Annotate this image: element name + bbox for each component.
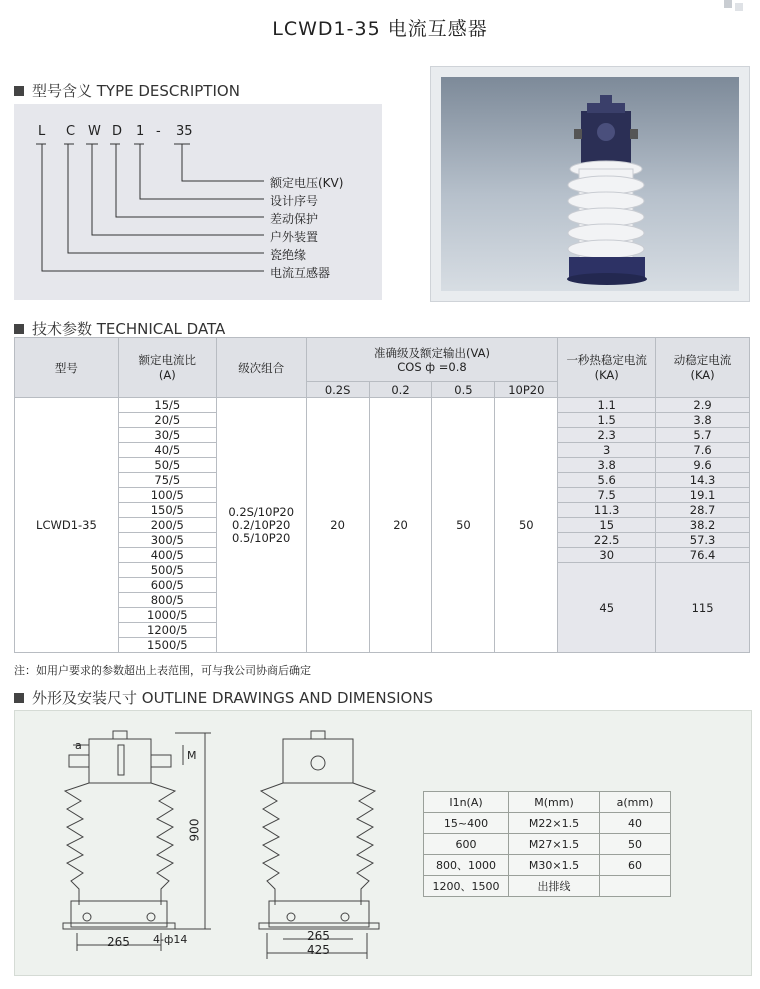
thermal-cell: 5.6 [558,473,656,488]
dim-cell [600,876,671,897]
dim-cell: 60 [600,855,671,876]
dynamic-cell: 38.2 [656,518,750,533]
label-width-265: 265 [107,935,130,949]
dynamic-cell: 57.3 [656,533,750,548]
va-cell: 50 [432,398,495,653]
ratio-cell: 1200/5 [118,623,216,638]
dim-cell: 50 [600,834,671,855]
dynamic-cell: 7.6 [656,443,750,458]
square-bullet-icon [14,86,24,96]
dim-cell: 出排线 [509,876,600,897]
label-m: M [187,749,197,762]
square-bullet-icon [14,324,24,334]
ratio-cell: 1500/5 [118,638,216,653]
ratio-cell: 100/5 [118,488,216,503]
dim-cell: 600 [424,834,509,855]
ratio-cell: 15/5 [118,398,216,413]
footnote: 注：如用户要求的参数超出上表范围，可与我公司协商后确定 [14,664,311,677]
dynamic-cell: 76.4 [656,548,750,563]
dim-cell: M22×1.5 [509,813,600,834]
label-height: 900 [187,818,202,842]
header-model: 型号 [15,338,119,398]
ratio-cell: 500/5 [118,563,216,578]
thermal-cell: 1.1 [558,398,656,413]
dim-header: I1n(A) [424,792,509,813]
va-cell: 50 [495,398,558,653]
ratio-cell: 800/5 [118,593,216,608]
combo-cell: 0.2S/10P20 0.2/10P20 0.5/10P20 [216,398,306,653]
dynamic-cell: 2.9 [656,398,750,413]
dynamic-cell: 14.3 [656,473,750,488]
ratio-cell: 50/5 [118,458,216,473]
dynamic-cell: 28.7 [656,503,750,518]
thermal-cell: 3.8 [558,458,656,473]
header-accuracy: 准确级及额定输出(VA) COS ф =0.8 [306,338,558,382]
va-cell: 20 [306,398,369,653]
thermal-cell: 22.5 [558,533,656,548]
type-desc-item: 瓷绝缘 [270,248,307,262]
type-desc-item: 额定电压(KV) [270,176,344,190]
dynamic-cell: 3.8 [656,413,750,428]
square-bullet-icon [14,693,24,703]
ratio-cell: 30/5 [118,428,216,443]
section-tech-heading: 技术参数 TECHNICAL DATA [14,318,225,339]
ratio-cell: 150/5 [118,503,216,518]
technical-data-table [14,337,750,653]
dynamic-cell: 115 [656,563,750,653]
va-cell: 20 [369,398,432,653]
thermal-cell: 7.5 [558,488,656,503]
ratio-cell: 40/5 [118,443,216,458]
code-letter: 1 [136,124,145,139]
sub-header: 10P20 [495,382,558,398]
ratio-cell: 20/5 [118,413,216,428]
header-dynamic: 动稳定电流 (KA) [656,338,750,398]
thermal-cell: 45 [558,563,656,653]
ratio-cell: 400/5 [118,548,216,563]
thermal-cell: 1.5 [558,413,656,428]
dynamic-cell: 9.6 [656,458,750,473]
dynamic-cell: 19.1 [656,488,750,503]
code-letter: W [88,124,101,139]
code-letter: - [156,124,161,139]
type-desc-item: 差动保护 [270,212,319,226]
header-ratio: 额定电流比 (A) [118,338,216,398]
model-cell: LCWD1-35 [15,398,119,653]
transformer-illustration [441,77,739,291]
dim-header: a(mm) [600,792,671,813]
dim-cell: M27×1.5 [509,834,600,855]
page-title: LCWD1-35 电流互感器 [272,18,488,40]
thermal-cell: 30 [558,548,656,563]
code-letter: D [112,124,123,139]
dim-cell: 1200、1500 [424,876,509,897]
code-letter: L [38,124,46,139]
header-combo: 级次组合 [216,338,306,398]
type-desc-item: 户外装置 [270,230,319,244]
label-a: a [75,739,82,752]
header-thermal: 一秒热稳定电流 (KA) [558,338,656,398]
code-letter: C [66,124,76,139]
ratio-cell: 300/5 [118,533,216,548]
thermal-cell: 15 [558,518,656,533]
sub-header: 0.2S [306,382,369,398]
type-desc-item: 电流互感器 [270,266,331,280]
dim-cell: 15~400 [424,813,509,834]
product-photo [430,66,750,302]
ratio-cell: 200/5 [118,518,216,533]
type-desc-item: 设计序号 [270,194,319,208]
code-letter: 35 [176,124,193,139]
dimension-table [423,791,671,897]
section-type-heading: 型号含义 TYPE DESCRIPTION [14,80,240,101]
ratio-cell: 600/5 [118,578,216,593]
dim-header: M(mm) [509,792,600,813]
label-width-265-right: 265 [307,929,330,943]
type-description-panel [14,104,382,300]
thermal-cell: 3 [558,443,656,458]
thermal-cell: 11.3 [558,503,656,518]
dim-cell: 800、1000 [424,855,509,876]
sub-header: 0.5 [432,382,495,398]
dim-cell: M30×1.5 [509,855,600,876]
thermal-cell: 2.3 [558,428,656,443]
ratio-cell: 1000/5 [118,608,216,623]
label-holes: 4-ф14 [153,933,188,946]
corner-mark-icon [724,0,746,14]
dynamic-cell: 5.7 [656,428,750,443]
section-outline-heading: 外形及安装尺寸 OUTLINE DRAWINGS AND DIMENSIONS [14,687,433,708]
label-width-425: 425 [307,943,330,957]
sub-header: 0.2 [369,382,432,398]
ratio-cell: 75/5 [118,473,216,488]
dim-cell: 40 [600,813,671,834]
